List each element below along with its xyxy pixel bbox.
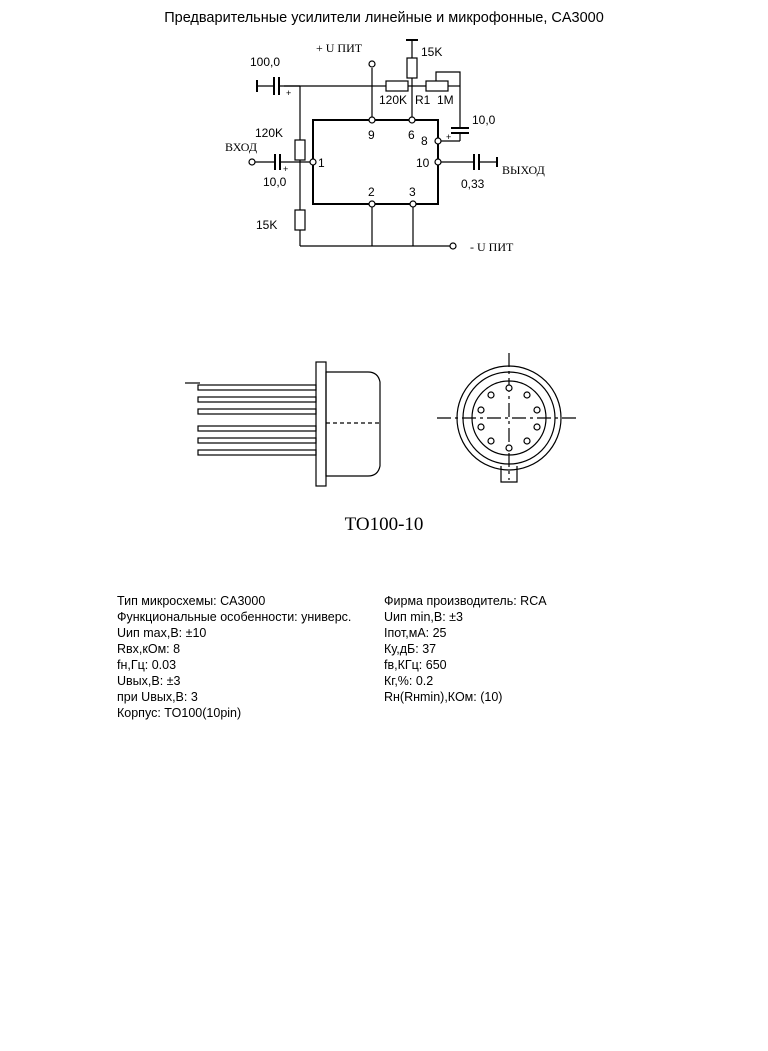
pin-1-label: 1 <box>318 156 325 170</box>
spec-r-in: Rвх,кОм: 8 <box>117 642 181 656</box>
r1-value-label: 1M <box>437 93 454 107</box>
r-upper-label: 120K <box>255 126 284 140</box>
specs-left-column <box>117 593 351 721</box>
pin-10-label: 10 <box>416 156 430 170</box>
plus-sign-input: + <box>283 164 289 174</box>
supply-neg-label: - U ПИТ <box>470 240 514 254</box>
spec-manufacturer: Фирма производитель: RCA <box>384 594 547 608</box>
package-drawing <box>0 0 768 520</box>
pin-2-label: 2 <box>368 185 375 199</box>
spec-f-low: fн,Гц: 0.03 <box>117 658 177 672</box>
supply-pos-label: + U ПИТ <box>316 41 363 55</box>
r1-label: R1 <box>415 93 431 107</box>
r-series-label: 120K <box>379 93 408 107</box>
page-title: Предварительные усилители линейные и микрофонные, CA3000 <box>164 10 604 26</box>
package-top-view <box>437 353 580 482</box>
c-pin8-label: 10,0 <box>472 113 496 127</box>
spec-u-min: Uип min,В: ±3 <box>384 610 463 624</box>
spec-u-out: Uвых,В: ±3 <box>117 674 181 688</box>
package-can-side <box>326 372 380 476</box>
spec-thd: Кг,%: 0.2 <box>384 674 434 688</box>
spec-at-u-out: при Uвых,В: 3 <box>117 690 198 704</box>
pin-6-label: 6 <box>408 128 415 142</box>
spec-features: Функциональные особенности: универс. <box>117 610 352 624</box>
c-supply-label: 100,0 <box>250 55 281 69</box>
plus-sign-supply: + <box>286 88 292 98</box>
package-leads <box>185 383 316 455</box>
r-lower-label: 15K <box>256 218 278 232</box>
c-output-label: 0,33 <box>461 177 485 191</box>
package-flange-side <box>316 362 326 486</box>
pin-3-label: 3 <box>409 185 416 199</box>
pin-8-label: 8 <box>421 134 428 148</box>
spec-chip-type: Тип микросхемы: CA3000 <box>117 594 266 608</box>
spec-package: Корпус: TO100(10pin) <box>117 706 242 720</box>
spec-f-high: fв,КГц: 650 <box>384 658 447 672</box>
spec-i-supply: Iпот,мА: 25 <box>384 626 447 640</box>
plus-sign-pin8: + <box>446 132 452 142</box>
pin-9-label: 9 <box>368 128 375 142</box>
spec-gain: Ку,дБ: 37 <box>384 642 437 656</box>
r-top-vertical-label: 15K <box>421 45 443 59</box>
specs-right-column <box>384 593 547 705</box>
package-caption: TO100-10 <box>344 514 424 535</box>
input-label: ВХОД <box>225 140 258 154</box>
output-label: ВЫХОД <box>502 163 545 177</box>
spec-u-max: Uип max,В: ±10 <box>117 626 207 640</box>
c-input-label: 10,0 <box>263 175 287 189</box>
spec-r-load: Rн(Rнmin),КОм: (10) <box>384 690 503 704</box>
